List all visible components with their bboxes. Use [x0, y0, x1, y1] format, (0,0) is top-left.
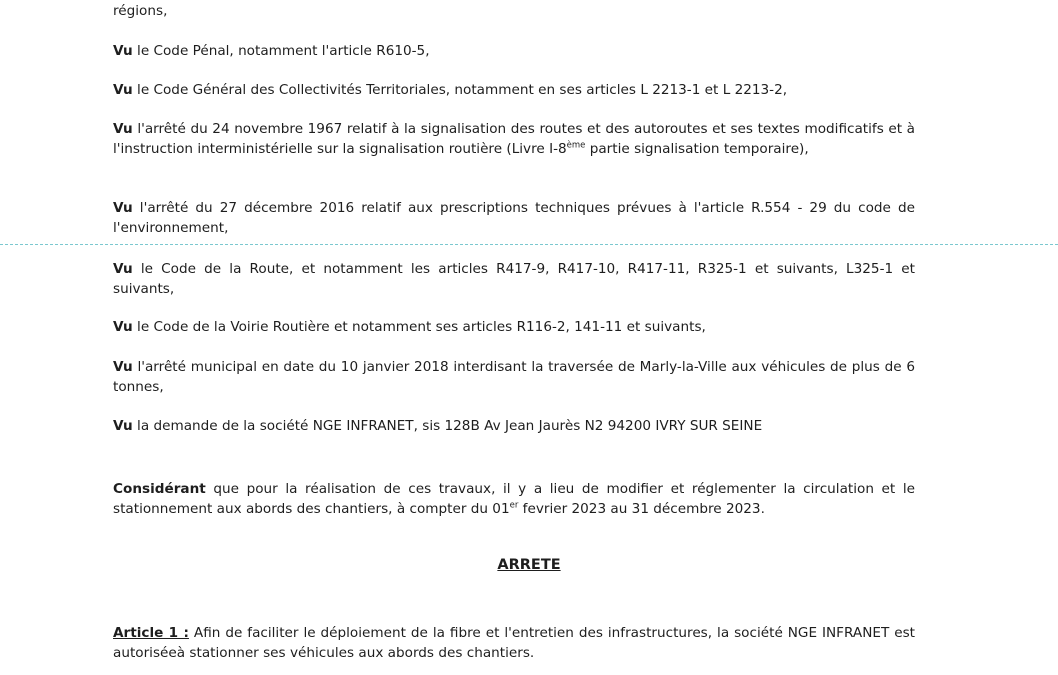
vu-label: Vu: [113, 418, 133, 434]
vu-code-voirie: Vu le Code de la Voirie Routière et notamment ses articles R116-2, 141-11 et suivants,: [113, 319, 706, 335]
vu-label: Vu: [113, 200, 133, 216]
considerant: Considérant que pour la réalisation de ces travaux, il y a lieu de modifier et réglementer la circulation et le stationnement aux abords des chantiers, à compter du 01er fevrier 2023 au 31 décembre 2023.: [113, 481, 915, 517]
considerant-label: Considérant: [113, 481, 206, 497]
paragraph-regions: régions,: [113, 3, 168, 19]
vu-arrete-2016: Vu l'arrêté du 27 décembre 2016 relatif aux prescriptions techniques prévues à l'article R.554 - 29 du code de l'environnement,: [113, 200, 915, 236]
vu-label: Vu: [113, 43, 133, 59]
vu-label: Vu: [113, 319, 133, 335]
vu-code-route: Vu le Code de la Route, et notamment les articles R417-9, R417-10, R417-11, R325-1 et suivants, L325-1 et suivants,: [113, 261, 915, 297]
article-1-label: Article 1 :: [113, 625, 189, 641]
vu-label: Vu: [113, 261, 133, 277]
vu-arrete-municipal: Vu l'arrêté municipal en date du 10 janvier 2018 interdisant la traversée de Marly-la-Ville aux véhicules de plus de 6 tonnes,: [113, 359, 915, 395]
article-1: Article 1 : Afin de faciliter le déploiement de la fibre et l'entretien des infrastructures, la société NGE INFRANET est autoriséeà stationner ses véhicules aux abords des chantiers.: [113, 625, 915, 661]
vu-label: Vu: [113, 121, 133, 137]
scan-artifact-line: [0, 244, 1058, 245]
vu-label: Vu: [113, 82, 133, 98]
vu-demande-nge: Vu la demande de la société NGE INFRANET, sis 128B Av Jean Jaurès N2 94200 IVRY SUR SEINE: [113, 418, 763, 434]
vu-code-penal: Vu le Code Pénal, notamment l'article R610-5,: [113, 43, 430, 59]
vu-label: Vu: [113, 359, 133, 375]
vu-code-collectivites: Vu le Code Général des Collectivités Territoriales, notamment en ses articles L 2213-1 et L 2213-2,: [113, 82, 788, 98]
arrete-title: ARRETE: [497, 557, 561, 573]
vu-arrete-1967: Vu l'arrêté du 24 novembre 1967 relatif à la signalisation des routes et des autoroutes et ses textes modificatifs et à l'instruction interministérielle sur la signalisation routière (Livre I-8ème partie signalisation temporaire),: [113, 121, 915, 157]
